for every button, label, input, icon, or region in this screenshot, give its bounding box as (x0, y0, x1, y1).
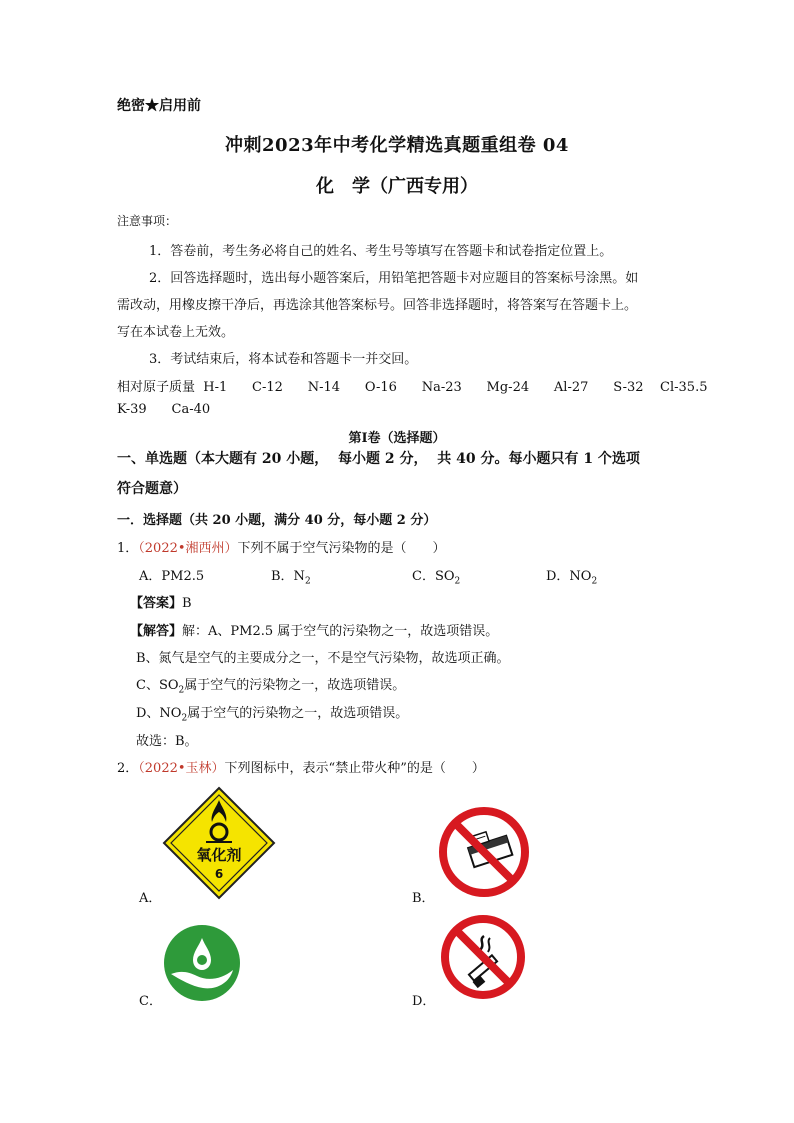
part-heading: 第Ⅰ卷（选择题） (348, 431, 446, 446)
question-stem: 下列不属于空气污染物的是（ ） (237, 541, 446, 556)
explanation-line-4: D、$NO_2$属于空气的污染物之一，故选项错误。 (136, 706, 409, 724)
no-smoking-sign-icon (440, 914, 526, 1000)
secret-label: 绝密★启用前 (117, 98, 201, 114)
question-2 (117, 757, 485, 776)
option-d: D．$NO_2$ (546, 569, 598, 587)
exam-title: 冲刺2023年中考化学精选真题重组卷 04 (225, 135, 569, 156)
exam-subtitle: 化 学（广西专用） (316, 176, 478, 197)
answer-line: 【答案】B (130, 596, 192, 611)
explanation-final: 故选：B。 (136, 734, 198, 749)
note-2a: 2．回答选择题时，选出每小题答案后，用铅笔把答题卡对应题目的答案标号涂黑。如 (149, 271, 639, 286)
notes-heading: 注意事项： (117, 214, 178, 228)
atomic-masses-2: K-39 Ca-40 (117, 402, 211, 417)
explanation-line-1: 【解答】解：A、PM2.5 属于空气的污染物之一，故选项错误。 (130, 624, 499, 639)
question-number: 1． (117, 541, 139, 556)
note-3: 3．考试结束后，将本试卷和答题卡一并交回。 (149, 352, 418, 367)
section-instruction-a: 一、单选题（本大题有 20 小题， 每小题 2 分， 共 40 分。每小题只有 1 个选项 (117, 451, 640, 467)
question-number: 2． (117, 761, 139, 776)
option-a: A．PM2.5 (139, 569, 205, 584)
option-c: C．$SO_2$ (412, 569, 461, 587)
note-1: 1．答卷前，考生务必将自己的姓名、考生号等填写在答题卡和试卷指定位置上。 (149, 244, 613, 259)
question-stem: 下列图标中，表示“禁止带火种”的是（ ） (224, 761, 485, 776)
atomic-masses-1: 相对原子质量 H-1 C-12 N-14 O-16 Na-23 Mg-24 Al-27 S-32 Cl-35.5 (117, 380, 708, 395)
option-label-a: A． (139, 891, 162, 906)
water-saving-sign-icon (163, 924, 241, 1002)
explanation-line-3: C、$SO_2$属于空气的污染物之一，故选项错误。 (136, 678, 406, 696)
option-label-d: D． (412, 994, 436, 1009)
question-1 (117, 537, 446, 556)
section-instruction-c: 一．选择题（共 20 小题，满分 40 分，每小题 2 分） (117, 513, 437, 528)
oxidizer-sign-number: 6 (214, 867, 224, 881)
option-label-b: B． (412, 891, 435, 906)
oxidizer-sign-text: 氧化剂 (196, 846, 242, 864)
note-2c: 写在本试卷上无效。 (117, 325, 235, 340)
no-matches-sign-icon (438, 806, 530, 898)
question-source: （2022•湘西州） (138, 541, 238, 556)
explanation-line-2: B、氮气是空气的主要成分之一，不是空气污染物，故选项正确。 (136, 651, 510, 666)
question-source: （2022•玉林） (138, 761, 225, 776)
note-2b: 需改动，用橡皮擦干净后，再选涂其他答案标号。回答非选择题时，将答案写在答题卡上。 (117, 298, 638, 313)
oxidizer-sign-icon (162, 786, 276, 900)
section-instruction-b: 符合题意） (117, 481, 187, 497)
option-b: B．$N_2$ (271, 569, 311, 587)
option-label-c: C． (139, 994, 162, 1009)
